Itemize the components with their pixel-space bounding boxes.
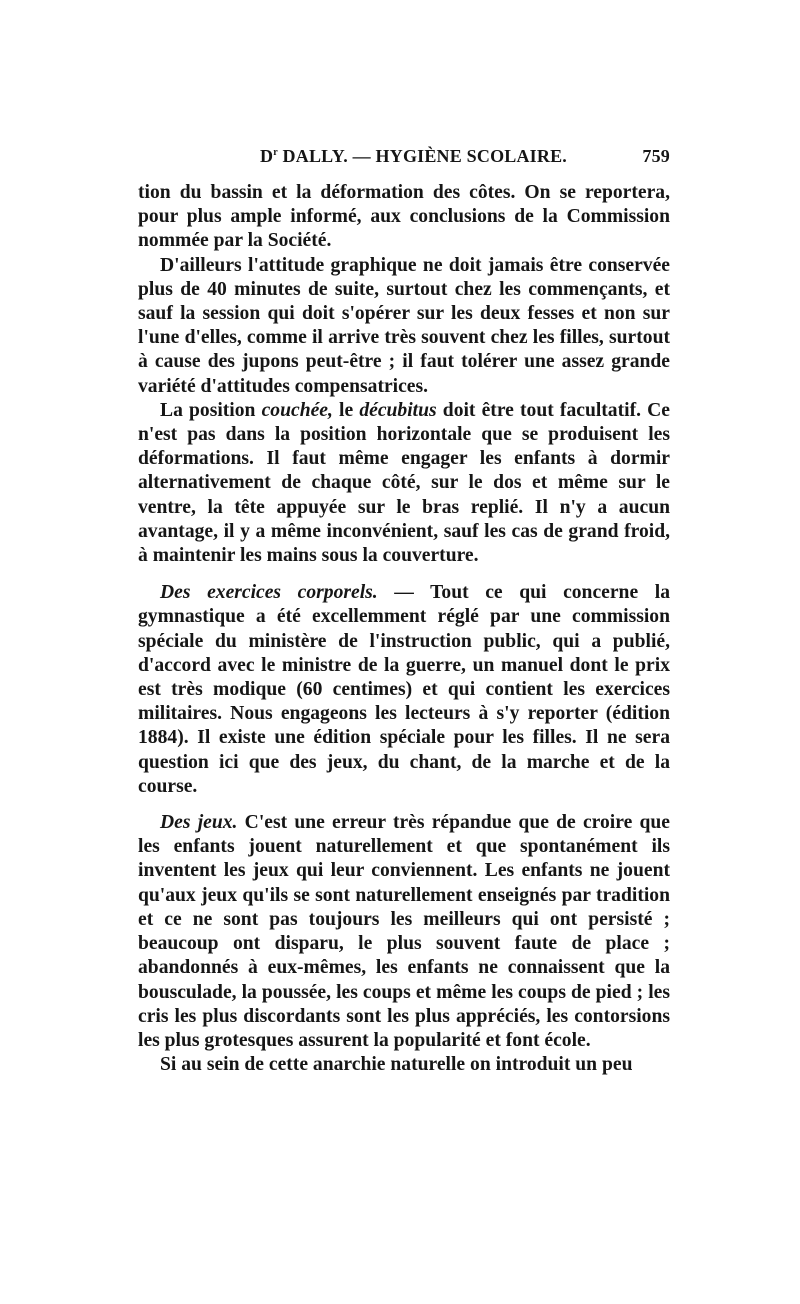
section-heading-exercices: Des exercices corporels. xyxy=(160,582,378,604)
title-rest: DALLY. — HYGIÈNE SCOLAIRE. xyxy=(277,146,567,166)
running-header xyxy=(138,146,670,170)
paragraph-attitude: D'ailleurs l'attitude graphique ne doit jamais être conservée plus de 40 minutes de suite, surtout chez les commençants, et sauf la session qui doit s'opérer sur les deux fesses et non sur l'une d'elles, comme il arrive très souvent chez les filles, surtout à cause des jupons peut-être ; il faut tolérer une assez grande variété d'attitudes compensatrices. xyxy=(138,254,670,397)
text-run: — Tout ce qui concerne la gymnastique a été excellemment réglé par une commission spéciale du ministère de l'instruction public, qui a publié, d'accord avec le ministre de la guerre, un manuel dont le prix est très modique (60 centimes) et qui contient les exercices militaires. Nous engageons les lecteurs à s'y reporter (édition 1884). Il existe une édition spéciale pour les filles. Il ne sera question ici que des jeux, du chant, de la marche et de la course. xyxy=(138,582,670,797)
text-run: le xyxy=(332,399,360,421)
running-title xyxy=(260,146,567,167)
text-run: La position xyxy=(160,399,262,421)
body-text xyxy=(138,181,670,1077)
paragraph-continuation: tion du bassin et la déformation des côtes. On se reportera, pour plus ample informé, aux conclusions de la Commission nommée par la Société. xyxy=(138,182,670,252)
title-superscript: r xyxy=(273,147,278,158)
text-run: C'est une erreur très répandue que de croire que les enfants jouent naturellement et que spontanément ils inventent les jeux qui leur conviennent. Les enfants ne jouent qu'aux jeux qu'ils se sont naturellement enseignés par tradition et ce ne sont pas toujours les meilleurs qui ont persisté ; beaucoup ont disparu, le plus souvent faute de place ; abandonnés à eux-mêmes, les enfants ne connaissent que la bousculade, la poussée, les coups et même les coups de pied ; les cris les plus discordants sont les plus appréciés, les contorsions les plus grotesques assurent la popularité et font école. xyxy=(138,812,670,1051)
italic-term-decubitus: décubitus xyxy=(359,399,437,421)
text-run: doit être tout facultatif. Ce n'est pas dans la position horizontale que se produisent les déformations. Il faut même engager les enfants à dormir alternativement de chaque côté, sur le dos et même sur le ventre, la tête appuyée sur le bras replié. Il n'y a aucun avantage, il y a même inconvénient, sauf les cas de grand froid, à maintenir les mains sous la couverture. xyxy=(138,399,670,567)
paragraph-jeux xyxy=(138,811,670,1053)
paragraph-anarchie: Si au sein de cette anarchie naturelle on introduit un peu xyxy=(160,1054,633,1076)
section-heading-jeux: Des jeux. xyxy=(160,812,238,834)
paragraph-position xyxy=(138,399,670,568)
italic-term-couchee: couchée, xyxy=(261,399,333,421)
paragraph-exercices xyxy=(138,581,670,799)
title-prefix: D xyxy=(260,146,274,166)
page-number: 759 xyxy=(642,146,670,166)
